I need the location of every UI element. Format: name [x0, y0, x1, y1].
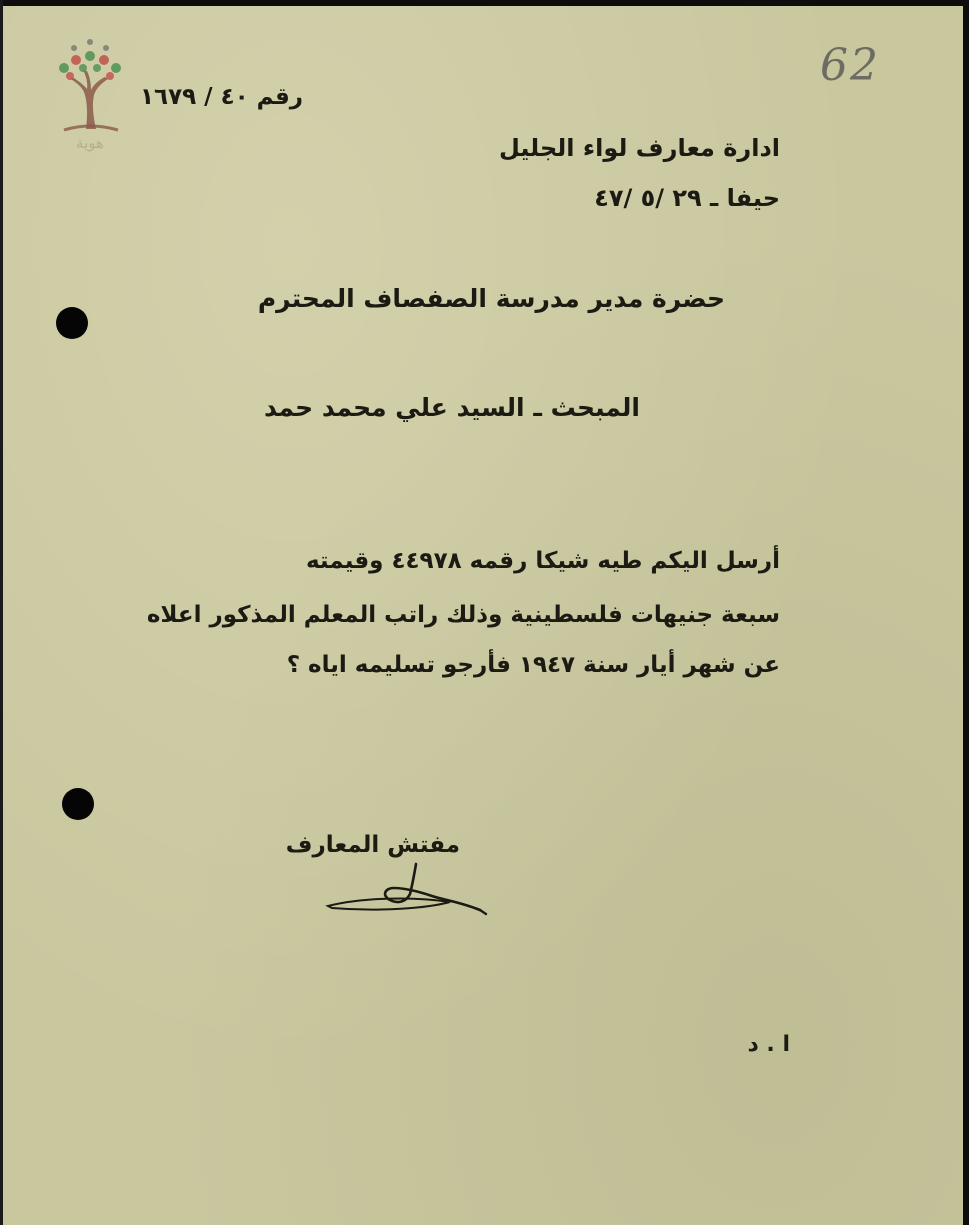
- place-and-date: حيفا ـ ٢٩ /٥ /٤٧: [594, 184, 780, 212]
- recipient-line: حضرة مدير مدرسة الصفصاف المحترم: [257, 284, 725, 313]
- subject-line: المبحث ـ السيد علي محمد حمد: [263, 393, 640, 422]
- initials-footer: ا . د: [747, 1032, 790, 1057]
- tree-logo-icon: [50, 34, 130, 134]
- handwritten-signature: [320, 858, 500, 918]
- body-line-2: سبعة جنيهات فلسطينية وذلك راتب المعلم المذكور اعلاه: [146, 602, 780, 628]
- reference-number: رقم ٤٠ / ١٦٧٩: [140, 84, 304, 110]
- body-line-1: أرسل اليكم طيه شيكا رقمه ٤٤٩٧٨ وقيمته: [305, 548, 780, 574]
- punch-hole-top: [56, 307, 88, 339]
- signer-title: مفتش المعارف: [285, 832, 460, 858]
- scan-border-right: [963, 0, 969, 1225]
- logo-watermark-text: هوية: [76, 134, 104, 152]
- scan-border-top: [0, 0, 969, 6]
- punch-hole-bottom: [62, 788, 94, 820]
- body-line-3: عن شهر أيار سنة ١٩٤٧ فأرجو تسليمه اياه ؟: [286, 652, 780, 678]
- sender-office: ادارة معارف لواء الجليل: [498, 134, 780, 162]
- scan-border-left: [0, 0, 3, 1225]
- pencil-page-number: 62: [820, 40, 880, 91]
